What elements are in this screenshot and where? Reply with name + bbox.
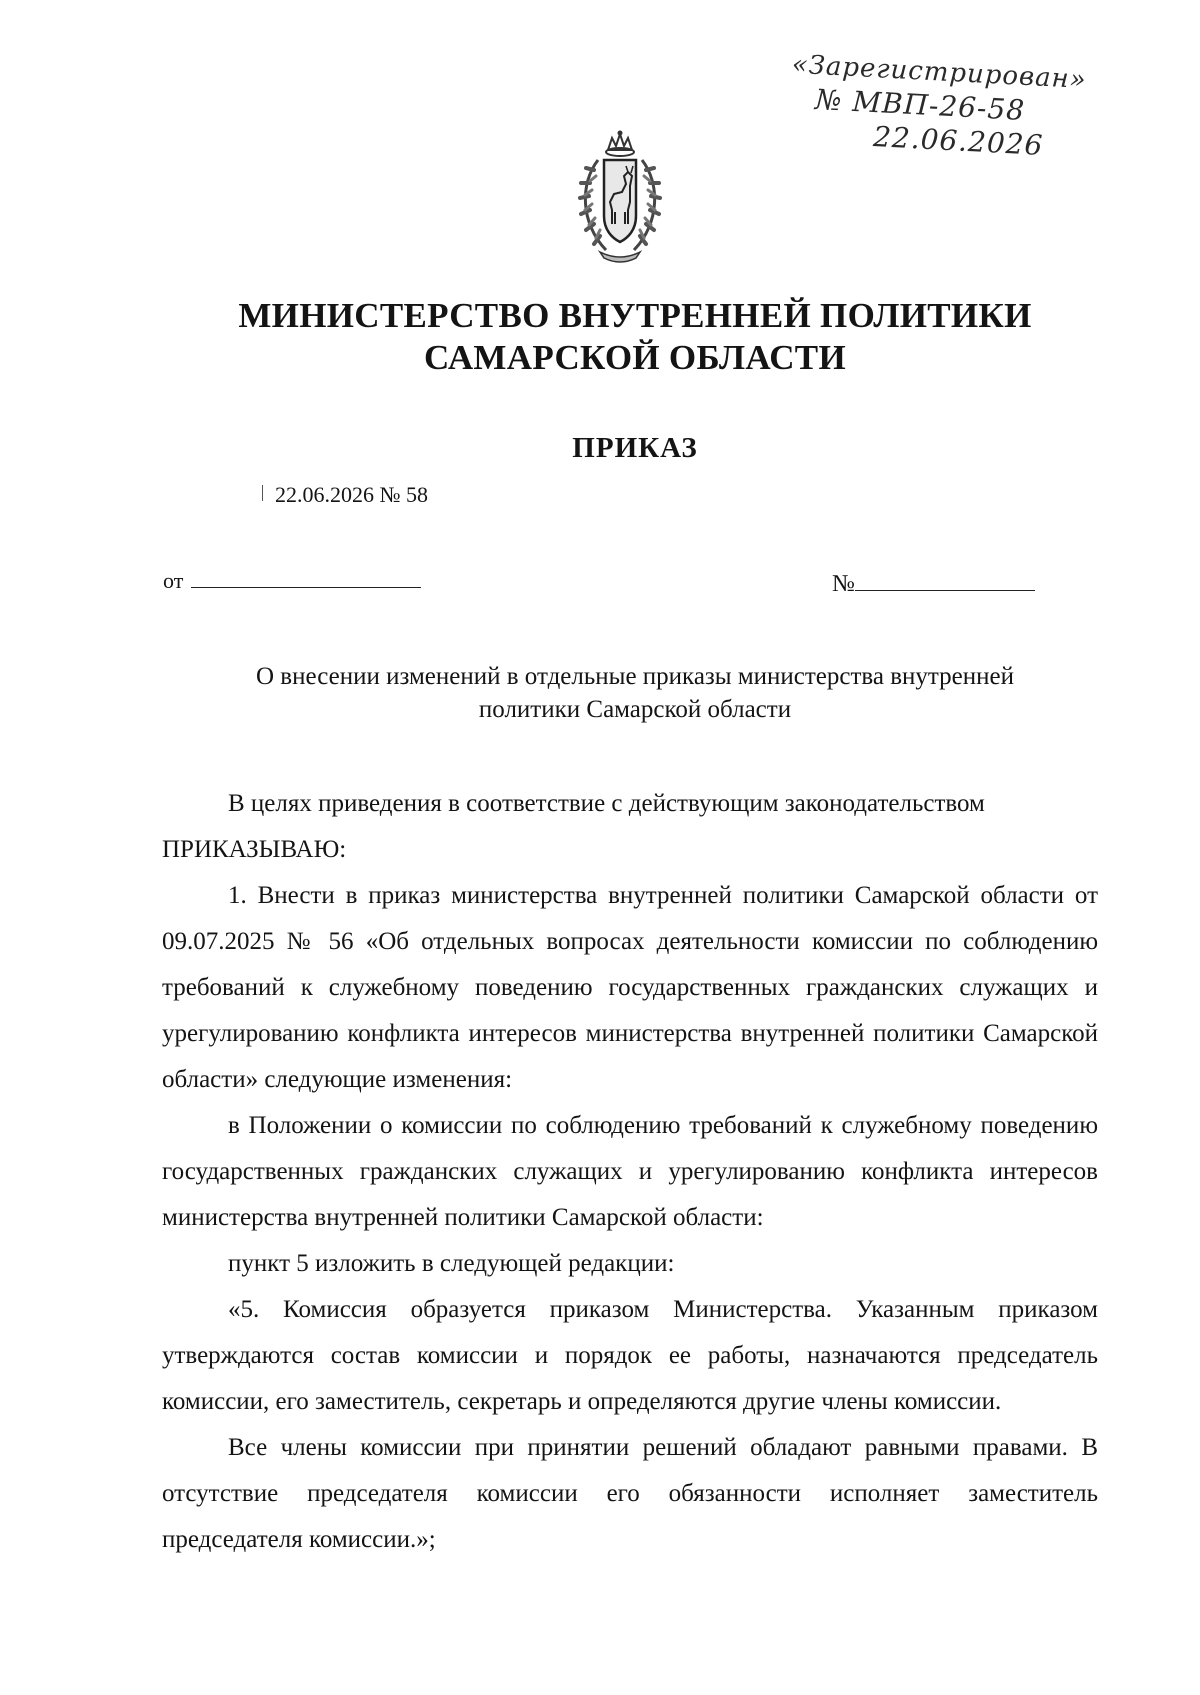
item-1-sub-paragraph: в Положении о комиссии по соблюдению требований к служебному поведению государственных гражданских служащих и урегулированию конфликта интересов министерства внутренней политики Самарской области: — [162, 1112, 1098, 1231]
handwritten-line-1: «Зарегистрирован» — [791, 49, 1088, 96]
ministry-name-line-2: САМАРСКОЙ ОБЛАСТИ — [424, 338, 846, 377]
samara-coat-of-arms-icon — [570, 128, 670, 268]
ministry-name-line-1: МИНИСТЕРСТВО ВНУТРЕННЕЙ ПОЛИТИКИ — [238, 296, 1032, 335]
document-type-title: ПРИКАЗ — [572, 432, 698, 464]
document-subject — [0, 660, 1200, 726]
handwritten-line-3: 22.06.2026 — [872, 120, 1045, 162]
date-field-label: от — [163, 568, 184, 593]
stamp-tick-mark — [262, 485, 263, 501]
point-5-intro: пункт 5 изложить в следующей редакции: — [228, 1250, 675, 1277]
order-word: ПРИКАЗЫВАЮ: — [162, 836, 347, 863]
handwritten-line-2: № МВП-26-58 — [814, 82, 1026, 127]
ministry-name — [0, 295, 1200, 379]
document-body — [162, 781, 1098, 1563]
number-field-label: № — [832, 571, 855, 597]
point-5-text: «5. Комиссия образуется приказом Министерства. Указанным приказом утверждаются состав комиссии и порядок ее работы, назначаются председатель комиссии, его заместитель, секретарь и определяются другие члены комиссии. — [162, 1296, 1098, 1415]
number-field — [832, 568, 1035, 598]
date-field — [163, 567, 421, 594]
date-field-blank-line — [191, 567, 421, 588]
item-1-paragraph: 1. Внести в приказ министерства внутренней политики Самарской области от 09.07.2025 № 56 «Об отдельных вопросах деятельности комиссии по соблюдению требований к служебному поведению государственных гражданских служащих и урегулированию конфликта интересов министерства внутренней политики Самарской области» следующие изменения: — [162, 882, 1098, 1093]
subject-line-2: политики Самарской области — [478, 696, 792, 723]
preamble-paragraph: В целях приведения в соответствие с действующим законодательством — [228, 790, 985, 817]
number-field-blank-line — [855, 568, 1035, 591]
point-5-text-continued: Все члены комиссии при принятии решений обладают равными правами. В отсутствие председателя комиссии его обязанности исполняет заместитель председателя комиссии.»; — [162, 1434, 1098, 1553]
registration-stamp — [262, 482, 428, 508]
handwritten-registration-note — [767, 41, 1132, 170]
subject-line-1: О внесении изменений в отдельные приказы министерства внутренней — [255, 663, 1014, 690]
registration-stamp-text: 22.06.2026 № 58 — [275, 482, 428, 507]
